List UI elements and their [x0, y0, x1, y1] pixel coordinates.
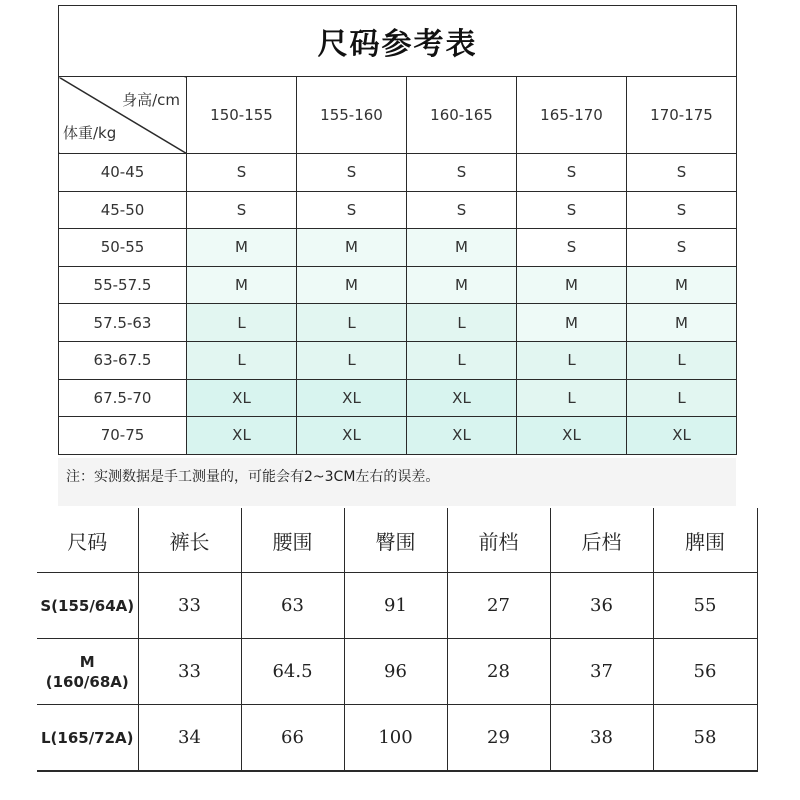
measurement-value: 28 [447, 639, 550, 705]
size-cell: L [627, 341, 737, 379]
size-cell: XL [297, 417, 407, 455]
size-cell: S [407, 154, 517, 192]
height-header-row [59, 77, 737, 154]
size-cell: M [297, 229, 407, 267]
weight-row [59, 154, 737, 192]
size-cell: L [187, 341, 297, 379]
size-cell: S [297, 191, 407, 229]
size-cell: XL [517, 417, 627, 455]
measurement-value: 100 [344, 705, 447, 772]
size-cell: S [517, 229, 627, 267]
weight-label: 体重/kg [63, 124, 117, 142]
size-cell: S [627, 191, 737, 229]
weight-range-cell: 63-67.5 [59, 341, 187, 379]
size-cell: M [627, 266, 737, 304]
size-cell: S [187, 154, 297, 192]
column-header: 腰围 [241, 508, 344, 573]
measurement-header-row [37, 508, 757, 573]
size-cell: L [517, 379, 627, 417]
weight-range-cell: 45-50 [59, 191, 187, 229]
size-label-cell [37, 705, 138, 772]
weight-row [59, 266, 737, 304]
measurement-value: 37 [550, 639, 653, 705]
size-cell: M [407, 266, 517, 304]
column-header: 后档 [550, 508, 653, 573]
diagonal-header-cell [59, 77, 187, 154]
weight-row [59, 341, 737, 379]
height-range-header: 160-165 [407, 77, 517, 154]
weight-row [59, 417, 737, 455]
column-header: 脾围 [653, 508, 757, 573]
measurement-note: 注：实测数据是手工测量的，可能会有2~3CM左右的误差。 [58, 458, 736, 506]
size-label-cell [37, 573, 138, 639]
size-cell: S [627, 229, 737, 267]
height-range-header: 155-160 [297, 77, 407, 154]
measurement-table [37, 508, 758, 772]
size-cell: M [187, 266, 297, 304]
size-cell: XL [187, 379, 297, 417]
measurement-value: 38 [550, 705, 653, 772]
size-cell: XL [407, 379, 517, 417]
size-cell: S [407, 191, 517, 229]
measurement-value: 63 [241, 573, 344, 639]
measurement-value: 27 [447, 573, 550, 639]
column-header: 裤长 [138, 508, 241, 573]
size-cell: L [297, 341, 407, 379]
size-cell: L [407, 304, 517, 342]
measurement-value: 29 [447, 705, 550, 772]
size-cell: M [407, 229, 517, 267]
column-header: 尺码 [37, 508, 138, 573]
measurement-value: 58 [653, 705, 757, 772]
weight-range-cell: 70-75 [59, 417, 187, 455]
size-cell: M [627, 304, 737, 342]
column-header: 臀围 [344, 508, 447, 573]
measurement-value: 33 [138, 573, 241, 639]
weight-range-cell: 40-45 [59, 154, 187, 192]
size-cell: M [297, 266, 407, 304]
weight-row [59, 229, 737, 267]
measurement-chart [37, 508, 757, 772]
weight-row [59, 379, 737, 417]
measurement-row [37, 705, 757, 772]
size-cell: XL [627, 417, 737, 455]
height-range-header: 165-170 [517, 77, 627, 154]
measurement-value: 64.5 [241, 639, 344, 705]
measurement-row [37, 573, 757, 639]
measurement-value: 34 [138, 705, 241, 772]
weight-range-cell: 57.5-63 [59, 304, 187, 342]
column-header: 前档 [447, 508, 550, 573]
measurement-value: 36 [550, 573, 653, 639]
measurement-row [37, 639, 757, 705]
height-label: 身高/cm [122, 91, 180, 109]
size-cell: M [517, 266, 627, 304]
chart-title: 尺码参考表 [59, 6, 737, 77]
size-cell: S [517, 154, 627, 192]
size-label-cell [37, 639, 138, 705]
measurement-value: 33 [138, 639, 241, 705]
measurement-value: 55 [653, 573, 757, 639]
measurement-value: 66 [241, 705, 344, 772]
size-cell: XL [187, 417, 297, 455]
size-cell: XL [407, 417, 517, 455]
weight-range-cell: 67.5-70 [59, 379, 187, 417]
weight-range-cell: 55-57.5 [59, 266, 187, 304]
size-reference-chart [58, 5, 736, 455]
size-cell: XL [297, 379, 407, 417]
weight-range-cell: 50-55 [59, 229, 187, 267]
size-cell: L [187, 304, 297, 342]
size-cell: M [187, 229, 297, 267]
height-range-header: 170-175 [627, 77, 737, 154]
size-spec-label: (160/68A) [45, 672, 129, 691]
measurement-value: 56 [653, 639, 757, 705]
weight-row [59, 304, 737, 342]
size-cell: L [407, 341, 517, 379]
measurement-value: 96 [344, 639, 447, 705]
size-cell: S [187, 191, 297, 229]
size-cell: L [517, 341, 627, 379]
size-cell: S [517, 191, 627, 229]
height-range-header: 150-155 [187, 77, 297, 154]
size-cell: M [517, 304, 627, 342]
size-label: S(155/64A) [40, 596, 135, 615]
size-cell: L [627, 379, 737, 417]
size-label: M [79, 652, 95, 671]
measurement-value: 91 [344, 573, 447, 639]
size-reference-table [58, 5, 737, 455]
size-cell: S [627, 154, 737, 192]
size-cell: S [297, 154, 407, 192]
weight-row [59, 191, 737, 229]
size-cell: L [297, 304, 407, 342]
size-label: L(165/72A) [40, 728, 134, 747]
